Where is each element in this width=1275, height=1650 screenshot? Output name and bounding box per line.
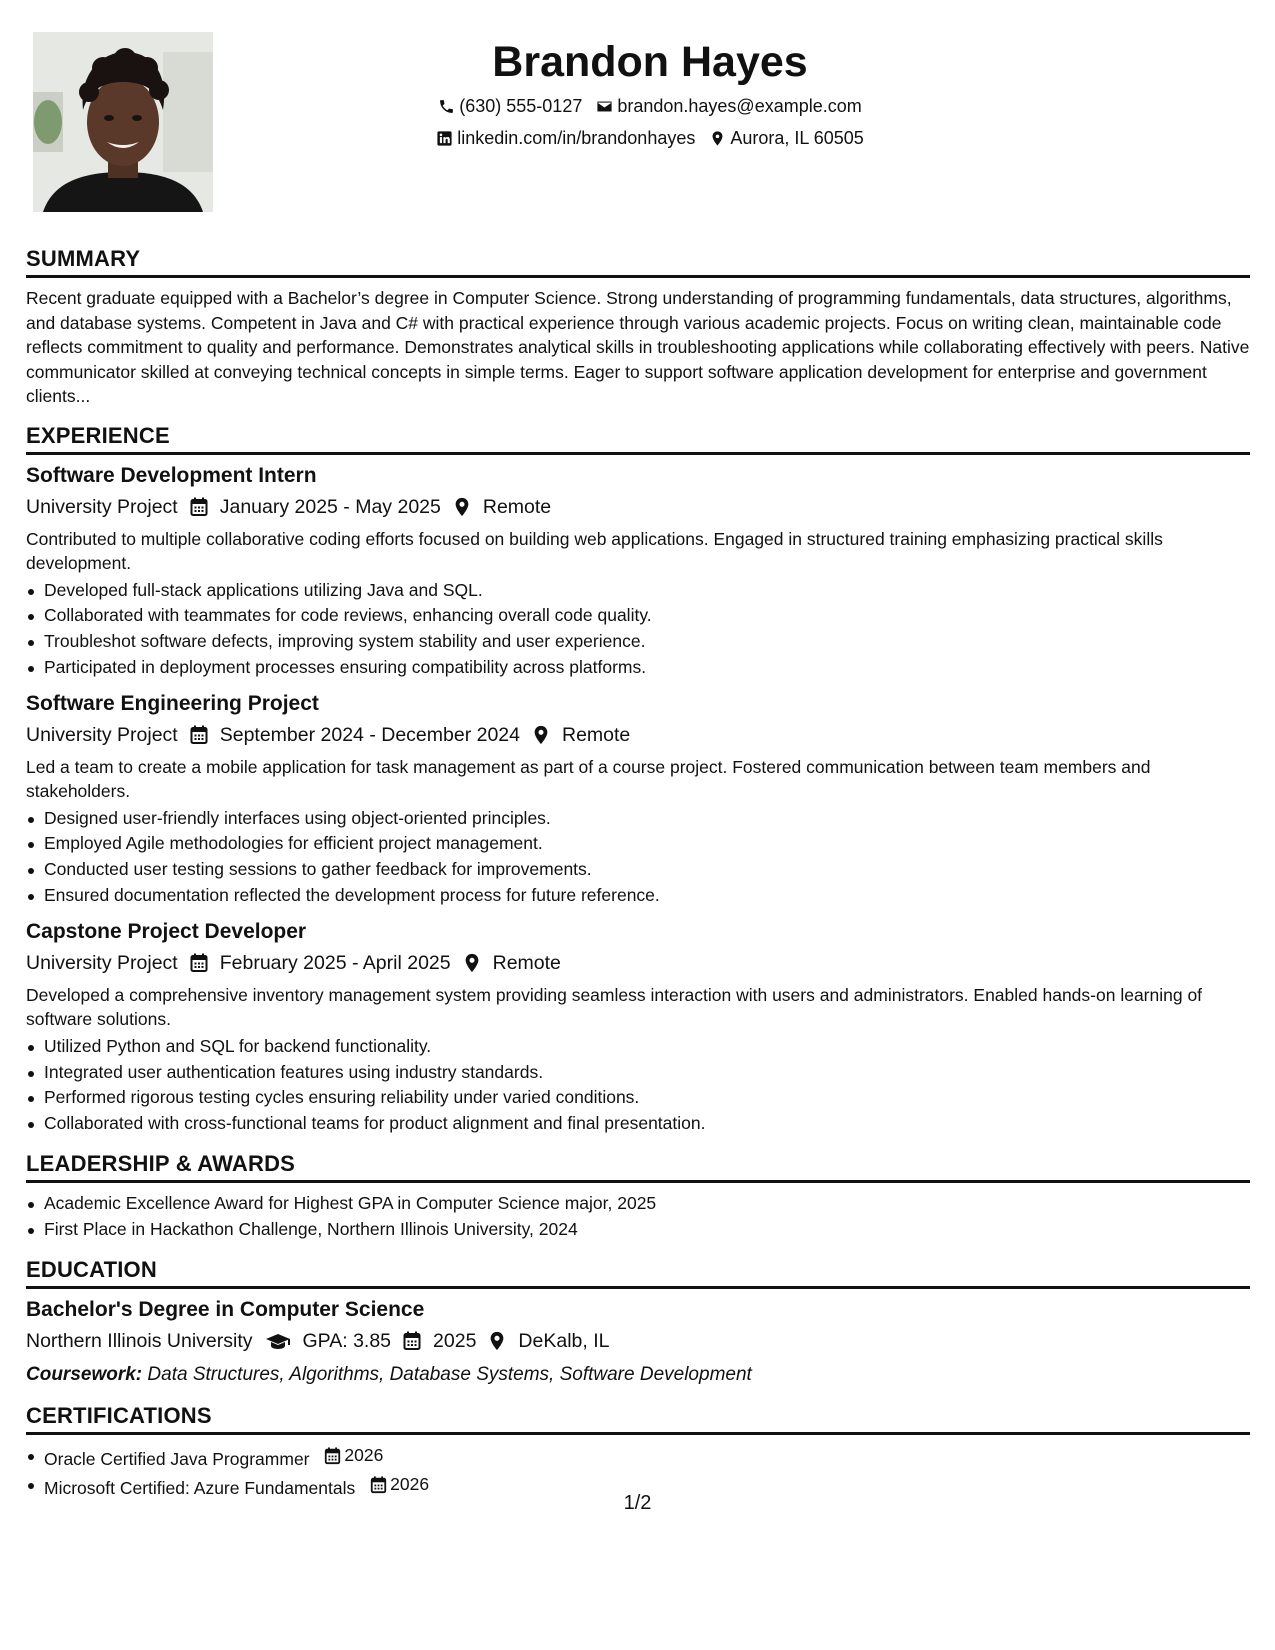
contact-row-2	[290, 126, 1010, 150]
divider	[26, 1432, 1250, 1435]
job-title: Software Engineering Project	[26, 691, 319, 715]
job-description: Developed a comprehensive inventory management system providing seamless interaction with users and administrators. Enabled hands-on learning of software solutions.	[26, 984, 1203, 1030]
calendar-icon	[190, 953, 208, 973]
leadership-section	[26, 1151, 1250, 1243]
job-org: University Project	[26, 495, 178, 518]
job-entry	[26, 691, 1250, 909]
list-item: Collaborated with teammates for code reviews, enhancing overall code quality.	[26, 603, 1250, 629]
contact-row-1	[290, 94, 1010, 118]
linkedin-icon	[436, 130, 453, 147]
certification-name: Oracle Certified Java Programmer	[44, 1448, 310, 1469]
job-location: Remote	[492, 951, 561, 974]
calendar-icon	[190, 725, 208, 745]
job-org: University Project	[26, 723, 178, 746]
page-number: 1/2	[623, 1492, 652, 1514]
calendar-icon	[190, 497, 208, 517]
envelope-icon	[596, 98, 613, 115]
divider	[26, 1286, 1250, 1289]
job-meta	[26, 721, 1250, 749]
list-item: Conducted user testing sessions to gather feedback for improvements.	[26, 857, 1250, 883]
header	[290, 36, 1010, 150]
divider	[26, 1180, 1250, 1183]
job-bullets	[26, 806, 1250, 909]
job-bullets	[26, 1034, 1250, 1137]
list-item: Developed full-stack applications utilizing Java and SQL.	[26, 578, 1250, 604]
summary-section	[26, 246, 1250, 409]
list-item: Participated in deployment processes ensuring compatibility across platforms.	[26, 655, 1250, 681]
job-meta	[26, 493, 1250, 521]
list-item: Academic Excellence Award for Highest GPA in Computer Science major, 2025	[26, 1191, 1250, 1217]
summary-text: Recent graduate equipped with a Bachelor’s degree in Computer Science. Strong understanding of programming fundamentals, data structures, algorithms, and database systems. Competent in Java and C# with practical experience through various academic projects. Focus on writing clean, maintainable code reflects commitment to quality and performance. Demonstrates analytical skills in troubleshooting applications while collaborating effectively with peers. Native communicator skilled at conveying technical concepts in simple terms. Eager to support software application development for enterprise and government clients...	[26, 288, 1250, 406]
certification-name: Microsoft Certified: Azure Fundamentals	[44, 1478, 356, 1499]
list-item: Designed user-friendly interfaces using object-oriented principles.	[26, 806, 1250, 832]
awards-list	[26, 1191, 1250, 1243]
coursework-label: Coursework:	[26, 1363, 143, 1385]
school-location: DeKalb, IL	[518, 1329, 610, 1352]
list-item: First Place in Hackathon Challenge, Northern Illinois University, 2024	[26, 1217, 1250, 1243]
linkedin[interactable]: linkedin.com/in/brandonhayes	[436, 126, 695, 150]
list-item: Performed rigorous testing cycles ensuring reliability under varied conditions.	[26, 1085, 1250, 1111]
calendar-icon	[324, 1447, 341, 1465]
section-title: EXPERIENCE	[26, 422, 170, 448]
list-item: Collaborated with cross-functional teams for product alignment and final presentation.	[26, 1111, 1250, 1137]
job-bullets	[26, 578, 1250, 681]
certification-date: 2026	[370, 1472, 429, 1498]
section-title: CERTIFICATIONS	[26, 1402, 212, 1428]
list-item: Employed Agile methodologies for efficient project management.	[26, 831, 1250, 857]
list-item: Integrated user authentication features using industry standards.	[26, 1060, 1250, 1086]
profile-photo	[33, 32, 213, 212]
job-title: Capstone Project Developer	[26, 919, 307, 943]
job-location: Remote	[482, 495, 552, 518]
location: Aurora, IL 60505	[709, 126, 863, 150]
section-title: SUMMARY	[26, 246, 141, 271]
education-meta	[26, 1327, 1250, 1355]
coursework-list: Data Structures, Algorithms, Database Systems, Software Development	[147, 1363, 752, 1385]
map-pin-icon	[463, 953, 481, 973]
email[interactable]: brandon.hayes@example.com	[596, 94, 861, 118]
job-dates: January 2025 - May 2025	[219, 495, 441, 518]
gpa: GPA: 3.85	[302, 1329, 392, 1352]
graduation-cap-icon	[265, 1331, 291, 1351]
job-org: University Project	[26, 951, 178, 974]
map-pin-icon	[453, 497, 471, 517]
map-pin-icon	[488, 1331, 506, 1351]
section-title: LEADERSHIP & AWARDS	[26, 1151, 296, 1177]
candidate-name: Brandon Hayes	[492, 38, 808, 86]
job-dates: February 2025 - April 2025	[219, 951, 451, 974]
certifications-section	[26, 1403, 1250, 1502]
phone: (630) 555-0127	[438, 94, 582, 118]
job-entry	[26, 919, 1250, 1137]
job-description: Contributed to multiple collaborative coding efforts focused on building web applications. Engaged in structured training emphasizing practical skills development.	[26, 528, 1163, 573]
map-pin-icon	[532, 725, 550, 745]
job-location: Remote	[561, 723, 631, 746]
coursework	[26, 1361, 1250, 1389]
certification-date: 2026	[324, 1443, 383, 1469]
list-item: Ensured documentation reflected the development process for future reference.	[26, 883, 1250, 909]
job-meta	[26, 949, 1250, 977]
degree-title: Bachelor's Degree in Computer Science	[26, 1297, 425, 1321]
school-name: Northern Illinois University	[26, 1329, 253, 1352]
job-description: Led a team to create a mobile application for task management as part of a course project. Fostered communication between team members and stakeholders.	[26, 756, 1151, 802]
calendar-icon	[403, 1331, 421, 1351]
job-title: Software Development Intern	[26, 463, 317, 487]
section-title: EDUCATION	[26, 1256, 157, 1282]
job-dates: September 2024 - December 2024	[219, 723, 520, 746]
divider	[26, 275, 1250, 278]
job-entry	[26, 463, 1250, 681]
list-item: Utilized Python and SQL for backend functionality.	[26, 1034, 1250, 1060]
graduation-year: 2025	[433, 1329, 477, 1352]
list-item: Troubleshot software defects, improving system stability and user experience.	[26, 629, 1250, 655]
map-pin-icon	[709, 130, 726, 147]
phone-icon	[438, 98, 455, 115]
education-section	[26, 1257, 1250, 1389]
list-item	[26, 1443, 1250, 1473]
divider	[26, 452, 1250, 455]
experience-section	[26, 423, 1250, 1138]
resume-content	[26, 246, 1250, 1516]
